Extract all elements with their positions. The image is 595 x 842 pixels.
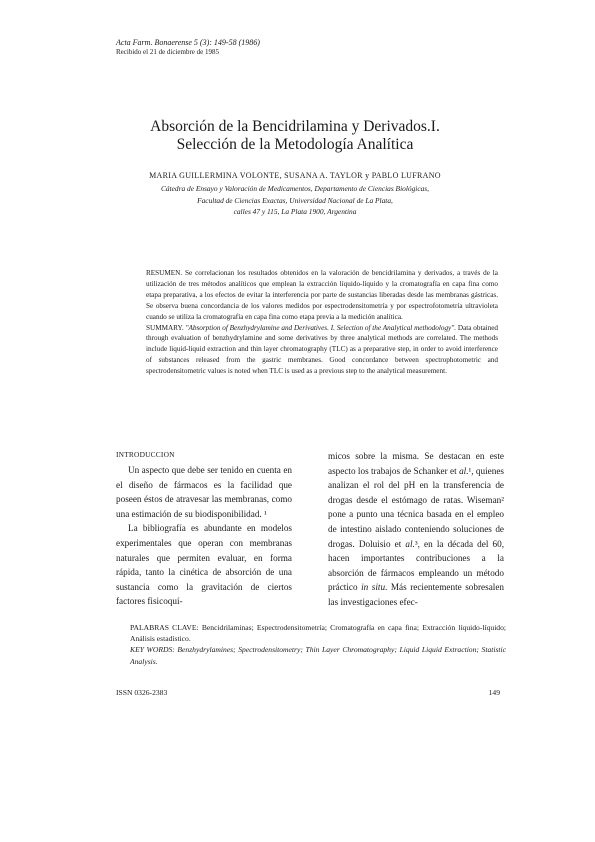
keywords-es-text: Bencidrilaminas; Espectrodensitometría; Cromatografía en capa fina; Extracción líquido-líquido; Análisis estadístico. <box>130 623 507 644</box>
resumen-paragraph <box>146 268 498 323</box>
resumen-text: Se correlacionan los resultados obtenidos en la valoración de bencidrilamina y derivados, a través de la utilización de tres métodos analíticos que emplean la extracción líquido-líquido y la cromatografía en capa fina como etapa preparativa, a los efectos de evitar la interferencia por parte de sustancias liberadas desde las membranas gástricas. Se observa buena concordancia de los valores medidos por espectrodensitometría y por espectrofotometría ultravioleta cuando se utiliza la cromatografía en capa fina como etapa previa a la medición analítica. <box>146 269 498 321</box>
keywords-block <box>130 622 506 667</box>
author-list: MARIA GUILLERMINA VOLONTE, SUSANA A. TAYLOR y PABLO LUFRANO <box>149 171 441 180</box>
body-text: . Más recientemente sobresalen las investigaciones efec- <box>328 582 504 607</box>
summary-paragraph <box>146 323 498 378</box>
summary-title: "Absorption of Benzhydrylamine and Derivatives. I. Selection of the Analytical methodology". <box>185 323 457 332</box>
abstract-block <box>146 268 498 377</box>
journal-citation: Acta Farm. Bonaerense 5 (3): 149-58 (1986) <box>116 38 260 47</box>
summary-text: Data obtained through evaluation of benzhydrylamine and some derivatives by three analytical methods are correlated. The methods include liquid-liquid extraction and thin layer chromatography (TLC) as a preparative step, in order to avoid interference of substances released from the gastric membranes. Good concordance between spectrophotometric and spectrodensitometric values is noted when TLC is used as a previous step to the analytical measurement. <box>146 323 499 376</box>
body-text-italic: in situ <box>361 582 386 593</box>
body-text: ³, en la década del 60, hacen importantes contribuciones a la absorción de fármacos empleando un método práctico <box>328 538 505 593</box>
section-heading: INTRODUCCION <box>116 450 175 459</box>
body-text-italic: al. <box>459 465 469 476</box>
body-paragraph: La bibliografía es abundante en modelos experimentales que operan con membranas naturales que permiten evaluar, en forma rápida, tanto la cinética de absorción de una sustancia como la gravitación de ciertos factores fisicoquí- <box>116 523 292 607</box>
page-number: 149 <box>488 688 500 697</box>
resumen-label: RESUMEN. <box>146 269 183 277</box>
body-column-right <box>328 449 504 610</box>
title-line-2: Selección de la Metodología Analítica <box>176 136 414 153</box>
keywords-es-label: PALABRAS CLAVE: <box>130 623 199 632</box>
affiliation-line-1: Cátedra de Ensayo y Valoración de Medicamentos, Departamento de Ciencias Biológicas, <box>160 184 430 193</box>
body-paragraph <box>328 449 504 610</box>
received-date: Recibido el 21 de diciembre de 1985 <box>116 48 220 56</box>
body-text: micos sobre la misma. Se destacan en este aspecto los trabajos de Schanker et <box>328 451 504 476</box>
summary-label: SUMMARY. <box>146 323 184 332</box>
body-paragraph: Un aspecto que debe ser tenido en cuenta en el diseño de fármacos es la facilidad que poseen éstos de atravesar las membranas, como una estimación de su biodisponibilidad. ¹ <box>116 465 292 519</box>
affiliation <box>120 183 470 218</box>
body-text: ¹, quienes analizan el rol del pH en la transferencia de drogas desde el estómago de ratas. Wiseman² pone a punto una técnica basada en el empleo de intestino aislado conteniendo soluciones de drogas. Doluisio et <box>328 465 505 549</box>
article-title <box>120 118 470 154</box>
affiliation-line-2: Facultad de Ciencias Exactas, Universidad Nacional de La Plata, <box>197 195 393 205</box>
keywords-spanish <box>130 622 506 644</box>
affiliation-line-3: calles 47 y 115, La Plata 1900, Argentina <box>233 207 357 217</box>
body-column-left <box>116 449 292 609</box>
keywords-english <box>130 644 506 666</box>
body-text-italic: al. <box>405 538 415 549</box>
title-line-1: Absorción de la Bencidrilamina y Derivados.I. <box>150 118 440 135</box>
keywords-en-label: KEY WORDS: <box>130 645 175 655</box>
issn: ISSN 0326-2383 <box>116 688 168 697</box>
keywords-en-text: Benzhydrylamines; Spectrodensitometry; Thin Layer Chromatography; Liquid Liquid Extraction; Statistic Analysis. <box>130 645 507 666</box>
